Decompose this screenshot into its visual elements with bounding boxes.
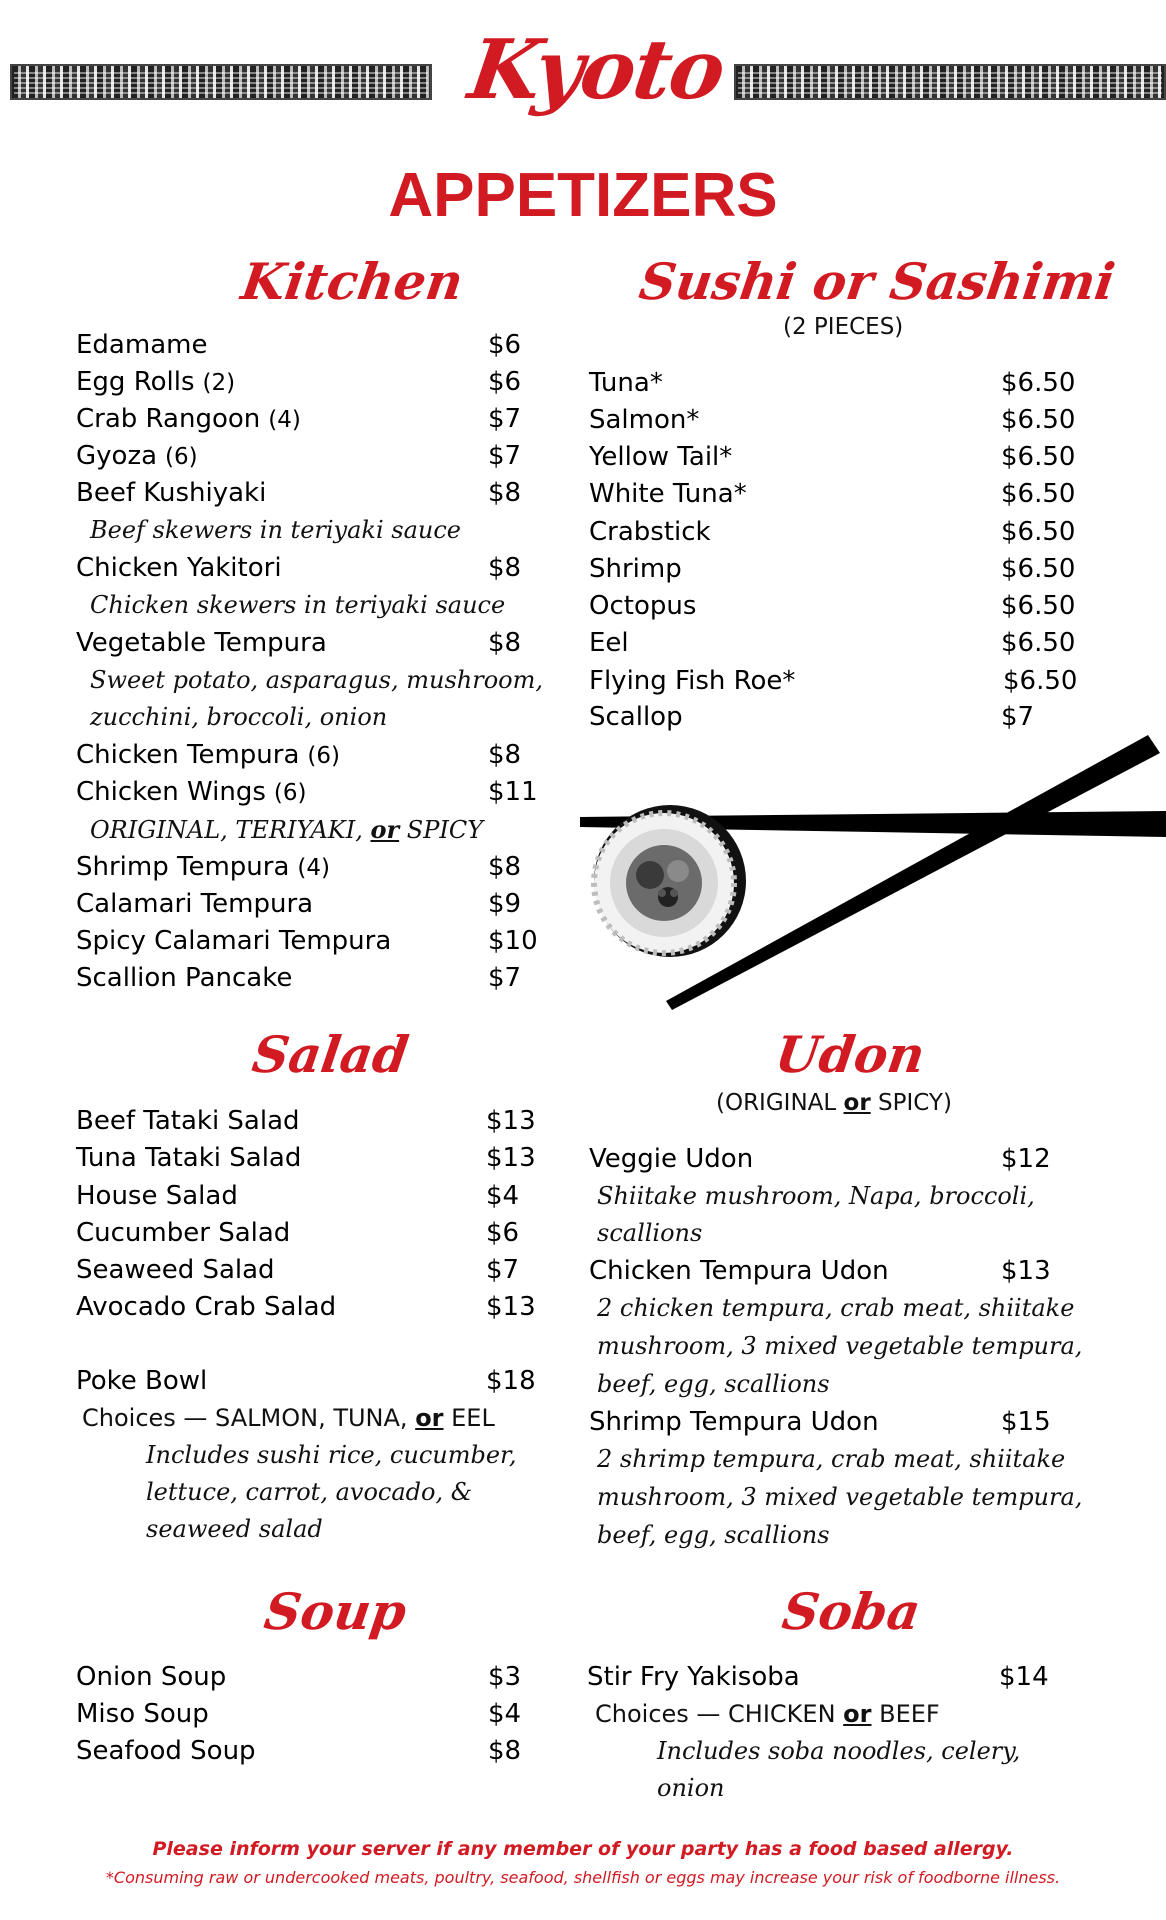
price: $6.50 (1001, 442, 1076, 472)
price: $8 (488, 628, 522, 658)
price: $6 (486, 1218, 520, 1248)
price: $13 (486, 1292, 536, 1322)
section-title-kitchen: Kitchen (237, 252, 467, 311)
item-description: lettuce, carrot, avocado, & (146, 1478, 473, 1506)
item-description: mushroom, 3 mixed vegetable tempura, (597, 1483, 1083, 1511)
price: $14 (999, 1662, 1049, 1692)
price: $7 (488, 441, 522, 471)
price: $6 (488, 367, 522, 397)
price: $12 (1001, 1144, 1051, 1174)
item-description: beef, egg, scallions (597, 1370, 830, 1398)
item-description: Beef skewers in teriyaki sauce (90, 516, 461, 544)
price: $10 (488, 926, 538, 956)
decorative-banner-left (10, 64, 432, 100)
section-title-soup: Soup (260, 1582, 410, 1641)
price: $13 (1001, 1256, 1051, 1286)
item-choices: Choices — SALMON, TUNA, or EEL (82, 1404, 495, 1432)
price: $6.50 (1001, 628, 1076, 658)
section-title-soba: Soba (778, 1582, 924, 1641)
item-description: onion (657, 1774, 725, 1802)
price: $7 (1001, 702, 1035, 732)
price: $6.50 (1001, 368, 1076, 398)
page-title: APPETIZERS (388, 161, 778, 230)
section-title-udon: Udon (771, 1025, 929, 1084)
price: $7 (486, 1255, 520, 1285)
item-description: mushroom, 3 mixed vegetable tempura, (597, 1332, 1083, 1360)
item-choices: Choices — CHICKEN or BEEF (595, 1700, 940, 1728)
item-description: seaweed salad (146, 1515, 323, 1543)
restaurant-logo: Kyoto (463, 22, 730, 118)
sushi-roll-chopsticks-illustration (580, 725, 1166, 1025)
section-subtitle: (ORIGINAL or SPICY) (716, 1090, 952, 1116)
item-description: Includes soba noodles, celery, (657, 1737, 1021, 1765)
price: $6 (488, 330, 522, 360)
price: $7 (488, 963, 522, 993)
price: $6.50 (1001, 479, 1076, 509)
decorative-banner-right (734, 64, 1166, 100)
price: $13 (486, 1143, 536, 1173)
item-description: ORIGINAL, TERIYAKI, or SPICY (90, 815, 484, 844)
price: $8 (488, 740, 522, 770)
item-description: Chicken skewers in teriyaki sauce (90, 591, 506, 619)
price: $9 (488, 889, 522, 919)
item-description: Includes sushi rice, cucumber, (146, 1441, 517, 1469)
price: $8 (488, 478, 522, 508)
price: $8 (488, 1736, 522, 1766)
item-description: zucchini, broccoli, onion (90, 703, 388, 731)
price: $4 (486, 1181, 520, 1211)
item-description: Shiitake mushroom, Napa, broccoli, (597, 1182, 1035, 1210)
price: $4 (488, 1699, 522, 1729)
item-description: Sweet potato, asparagus, mushroom, (90, 666, 543, 694)
food-safety-warning: *Consuming raw or undercooked meats, poultry, seafood, shellfish or eggs may increase your risk of foodborne illness. (105, 1868, 1061, 1887)
section-title-salad: Salad (248, 1025, 413, 1084)
price: $6.50 (1003, 666, 1078, 696)
price: $7 (488, 404, 522, 434)
allergy-notice: Please inform your server if any member of your party has a food based allergy. (152, 1838, 1014, 1860)
price: $18 (486, 1366, 536, 1396)
section-subtitle: (2 PIECES) (783, 314, 904, 340)
price: $8 (488, 852, 522, 882)
item-description: beef, egg, scallions (597, 1521, 830, 1549)
section-title-sushi: Sushi or Sashimi (635, 252, 1119, 311)
price: $6.50 (1001, 405, 1076, 435)
price: $6.50 (1001, 517, 1076, 547)
price: $11 (488, 777, 538, 807)
item-description: scallions (597, 1219, 703, 1247)
price: $6.50 (1001, 554, 1076, 584)
price: $3 (488, 1662, 522, 1692)
price: $8 (488, 553, 522, 583)
item-description: 2 chicken tempura, crab meat, shiitake (597, 1294, 1075, 1322)
price: $15 (1001, 1407, 1051, 1437)
item-description: 2 shrimp tempura, crab meat, shiitake (597, 1445, 1066, 1473)
price: $6.50 (1001, 591, 1076, 621)
price: $13 (486, 1106, 536, 1136)
